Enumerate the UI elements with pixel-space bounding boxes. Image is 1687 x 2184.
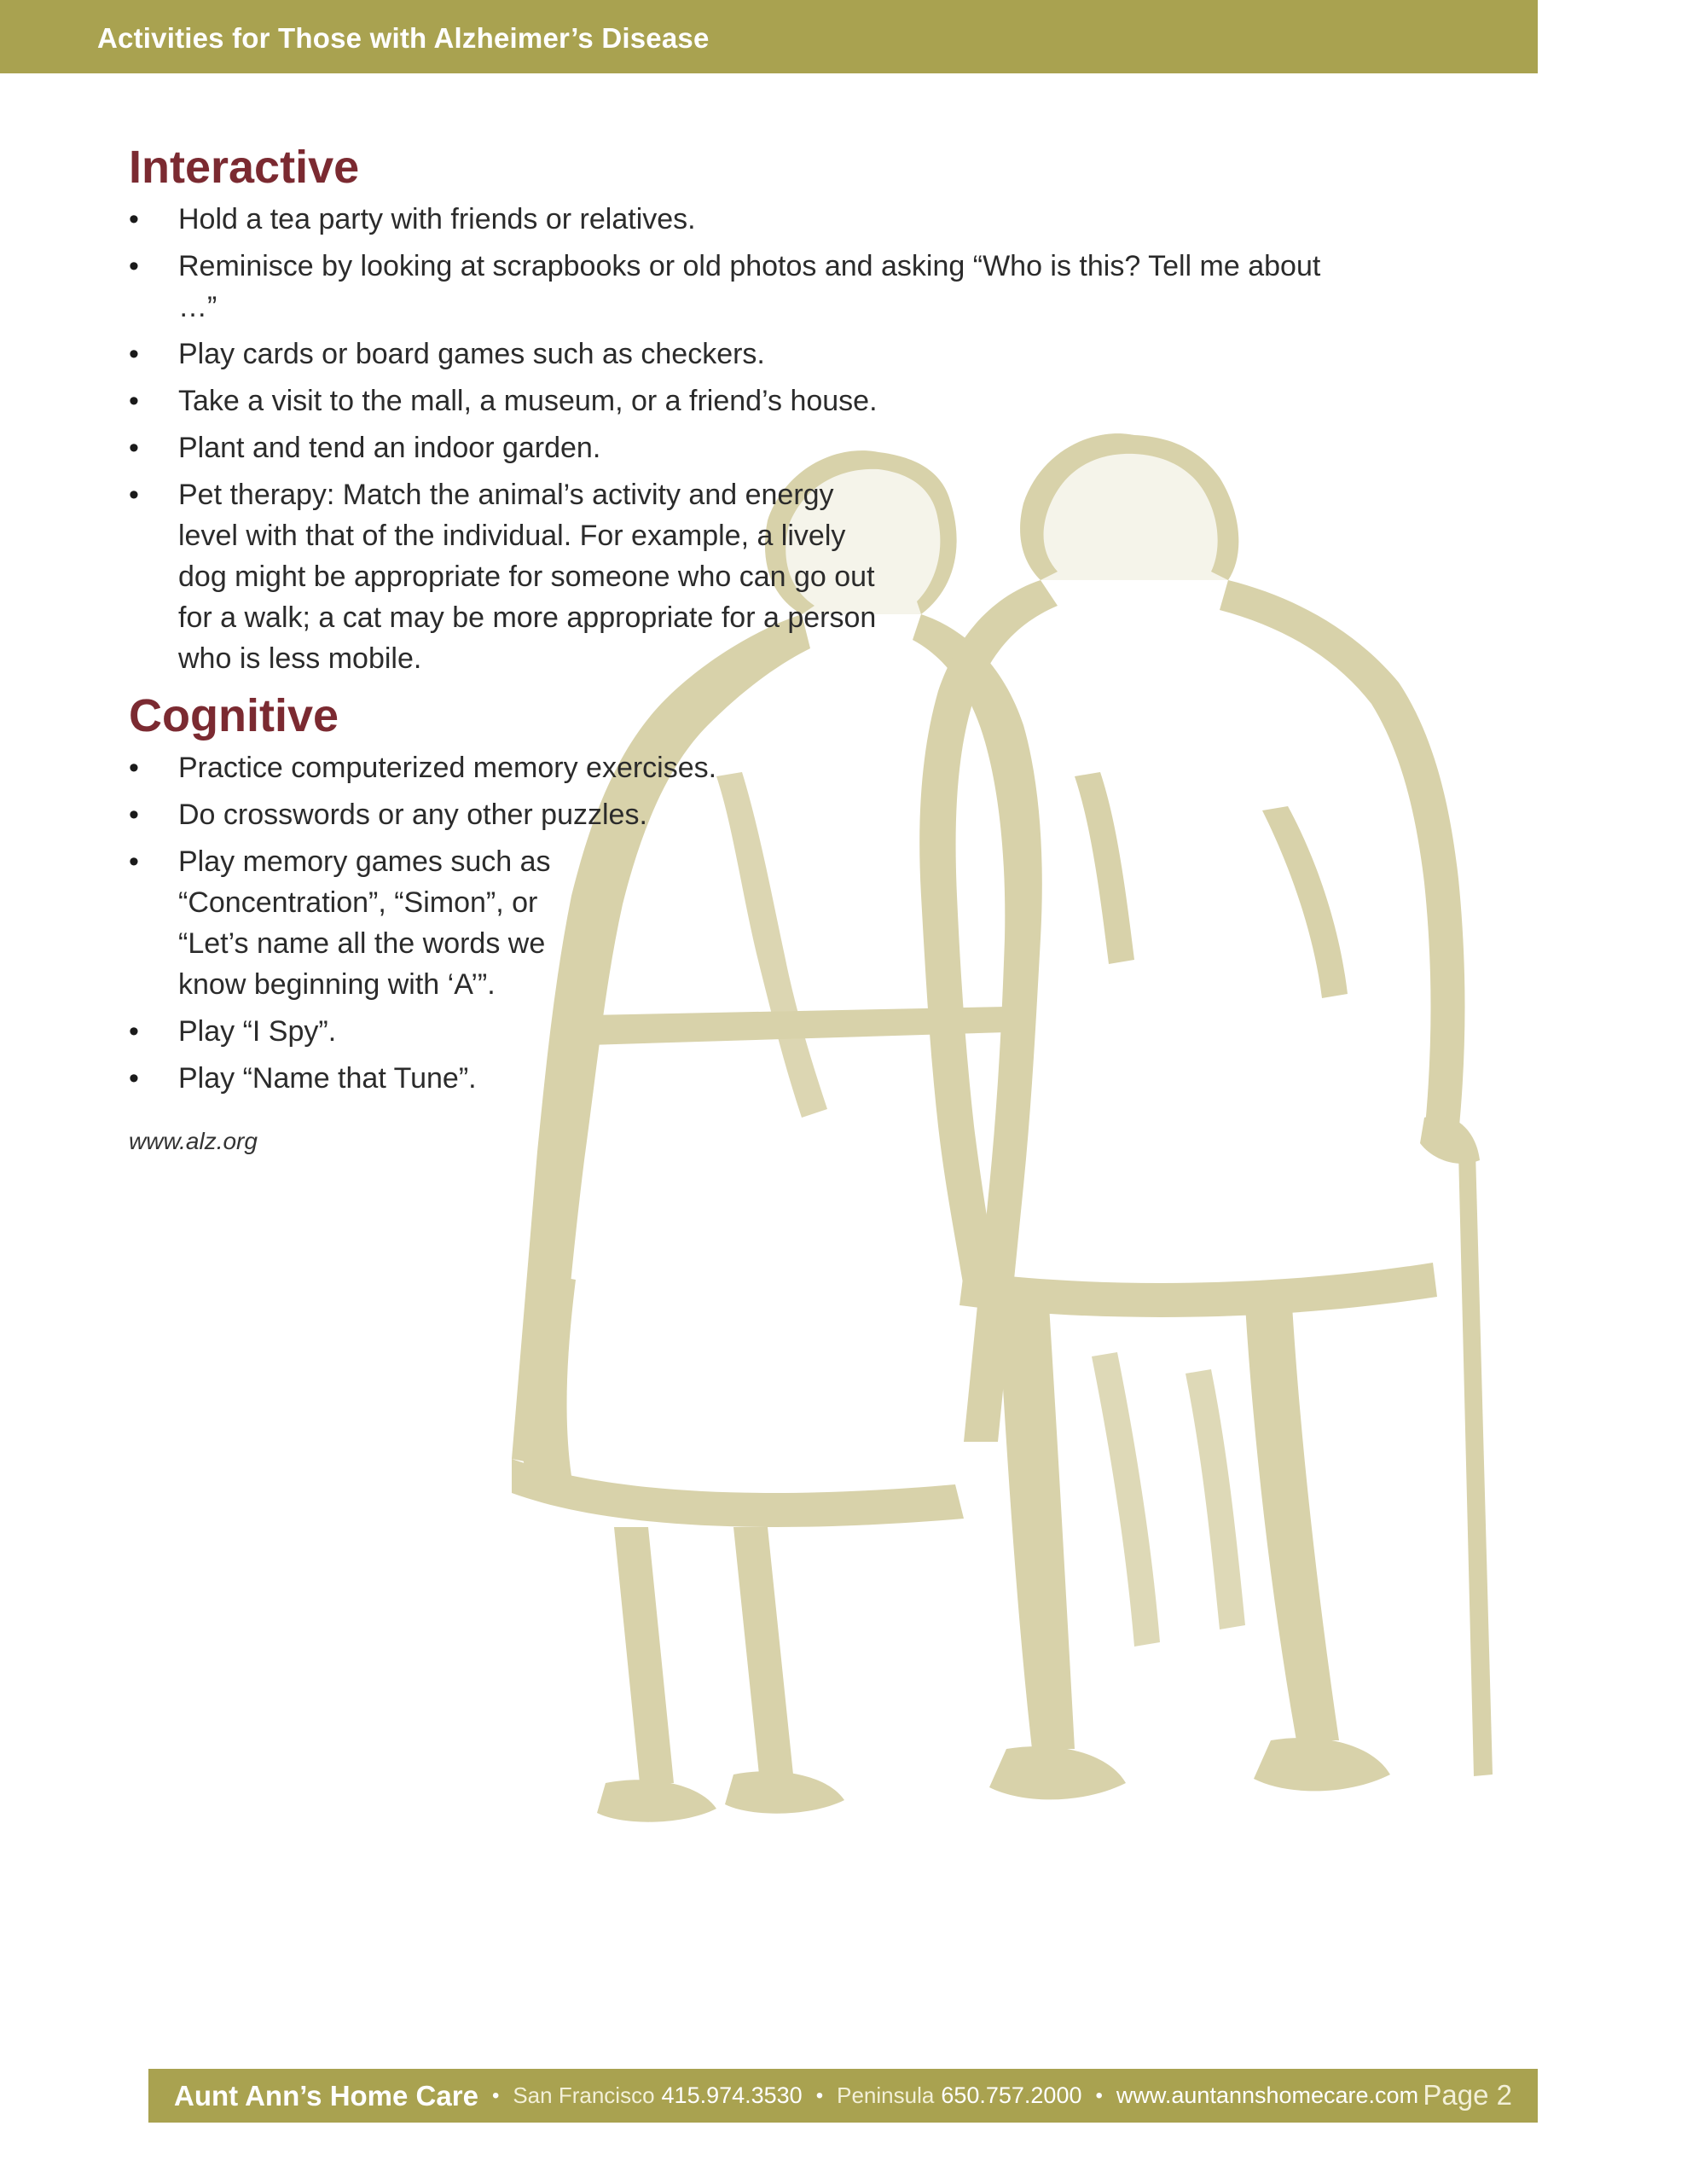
- list-item: • Do crosswords or any other puzzles.: [129, 794, 1323, 835]
- footer-separator: •: [815, 2083, 824, 2107]
- list-item: • Practice computerized memory exercises.: [129, 747, 1323, 788]
- footer-peninsula-label: Peninsula: [837, 2082, 935, 2108]
- list-item: • Play cards or board games such as checkers.: [129, 334, 1323, 375]
- footer-separator: •: [1095, 2083, 1103, 2107]
- list-item: • Play “I Spy”.: [129, 1011, 1323, 1052]
- cane: [1458, 1152, 1493, 1776]
- bullet-icon: •: [129, 845, 139, 879]
- header-title: Activities for Those with Alzheimer’s Disease: [97, 22, 710, 54]
- list-item: • Plant and tend an indoor garden.: [129, 427, 1323, 468]
- list-item: • Play “Name that Tune”.: [129, 1058, 1323, 1099]
- bullet-icon: •: [129, 1015, 139, 1048]
- man-legs: [998, 1305, 1339, 1749]
- footer-sf-label: San Francisco: [513, 2082, 655, 2108]
- footer-brand: Aunt Ann’s Home Care: [174, 2079, 478, 2111]
- interactive-list: [129, 199, 1323, 679]
- footer-peninsula-phone[interactable]: 650.757.2000: [941, 2082, 1082, 2108]
- cognitive-list: [129, 747, 1323, 1099]
- list-item: • Reminisce by looking at scrapbooks or old photos and asking “Who is this? Tell me about …”: [129, 246, 1323, 328]
- list-item: • Take a visit to the mall, a museum, or a friend’s house.: [129, 380, 1323, 421]
- woman-shoes: [597, 1771, 844, 1821]
- woman-coat-hem: [512, 1459, 964, 1527]
- section-heading-cognitive: Cognitive: [129, 690, 339, 742]
- list-item: • Pet therapy: Match the animal’s activity and energy level with that of the individual. For example, a lively dog might be appropriate for someone who can go out for a walk; a cat may be more appropriate for a person who is less mobile.: [129, 474, 1323, 679]
- source-link[interactable]: www.alz.org: [129, 1128, 258, 1155]
- header-band: [0, 0, 1538, 73]
- bullet-icon: •: [129, 250, 139, 283]
- footer-website-link[interactable]: www.auntannshomecare.com: [1116, 2082, 1419, 2108]
- bullet-icon: •: [129, 799, 139, 832]
- man-shoes: [989, 1738, 1390, 1799]
- woman-legs: [614, 1527, 793, 1783]
- bullet-icon: •: [129, 203, 139, 236]
- footer-separator: •: [491, 2083, 500, 2107]
- section-heading-interactive: Interactive: [129, 142, 360, 193]
- man-pants-detail: [1092, 1352, 1245, 1647]
- footer-band: [148, 2069, 1538, 2123]
- woman-coat-fill: [519, 1271, 576, 1484]
- bullet-icon: •: [129, 479, 139, 512]
- man-hand: [1420, 1115, 1480, 1163]
- content-area: [129, 141, 1323, 1155]
- list-item: • Hold a tea party with friends or relatives.: [129, 199, 1323, 240]
- footer-sf-phone[interactable]: 415.974.3530: [661, 2082, 803, 2108]
- bullet-icon: •: [129, 338, 139, 371]
- page-number: Page 2: [1423, 2079, 1512, 2111]
- list-item: • Play memory games such as “Concentration”, “Simon”, or “Let’s name all the words we know beginning with ‘A’”.: [129, 841, 1323, 1005]
- bullet-icon: •: [129, 1062, 139, 1095]
- bullet-icon: •: [129, 752, 139, 785]
- bullet-icon: •: [129, 432, 139, 465]
- bullet-icon: •: [129, 385, 139, 418]
